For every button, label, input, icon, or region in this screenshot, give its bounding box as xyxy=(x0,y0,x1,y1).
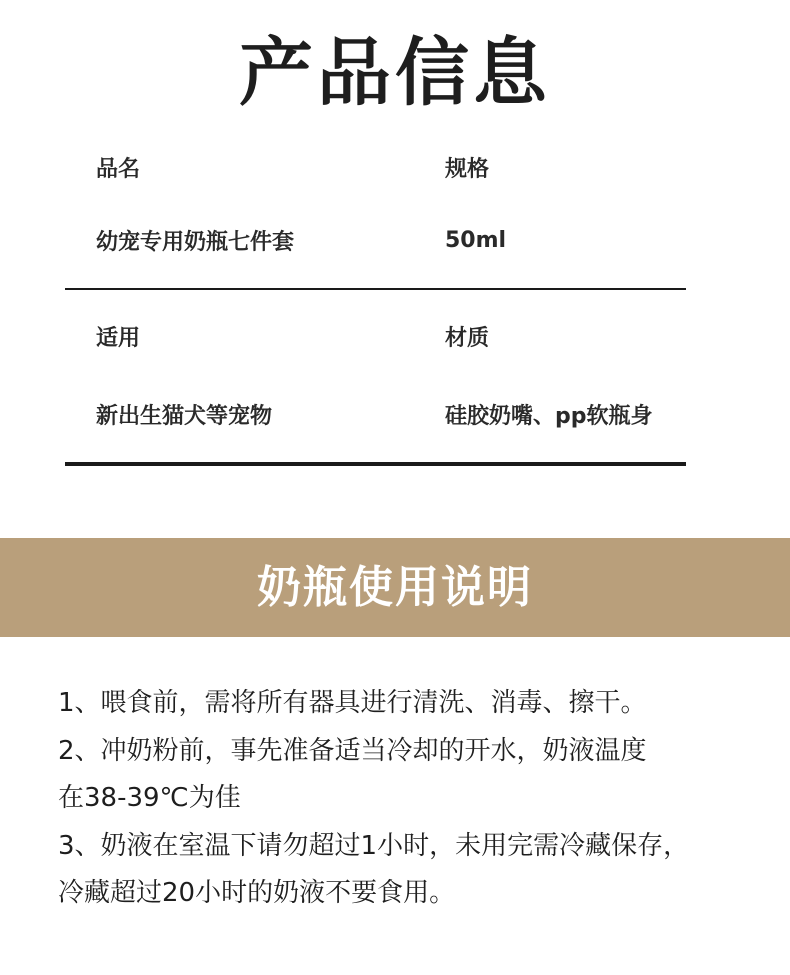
instruction-line: 3、奶液在室温下请勿超过1小时，未用完需冷藏保存， xyxy=(58,830,690,861)
instruction-line: 1、喂食前，需将所有器具进行清洗、消毒、擦干。 xyxy=(58,688,647,718)
material-value: 硅胶奶嘴、pp软瓶身 xyxy=(445,404,653,429)
material-label: 材质 xyxy=(445,326,490,351)
spec-value: 50ml xyxy=(445,228,507,253)
instruction-line: 在38-39℃为佳 xyxy=(58,783,241,813)
instruction-line: 冷藏超过20小时的奶液不要食用。 xyxy=(58,878,456,908)
product-name-value: 幼宠专用奶瓶七件套 xyxy=(96,230,295,255)
spec-label: 规格 xyxy=(445,157,490,182)
product-name-label: 品名 xyxy=(96,157,141,182)
applicable-label: 适用 xyxy=(96,326,141,351)
usage-section-banner xyxy=(0,538,790,637)
usage-section-title: 奶瓶使用说明 xyxy=(257,562,533,613)
page-title: 产品信息 xyxy=(239,30,551,116)
instruction-line: 2、冲奶粉前，事先准备适当冷却的开水，奶液温度 xyxy=(58,735,647,766)
table-bottom-rule xyxy=(65,462,686,466)
usage-instructions xyxy=(58,680,778,918)
applicable-value: 新出生猫犬等宠物 xyxy=(96,404,273,429)
table-divider xyxy=(65,288,686,290)
